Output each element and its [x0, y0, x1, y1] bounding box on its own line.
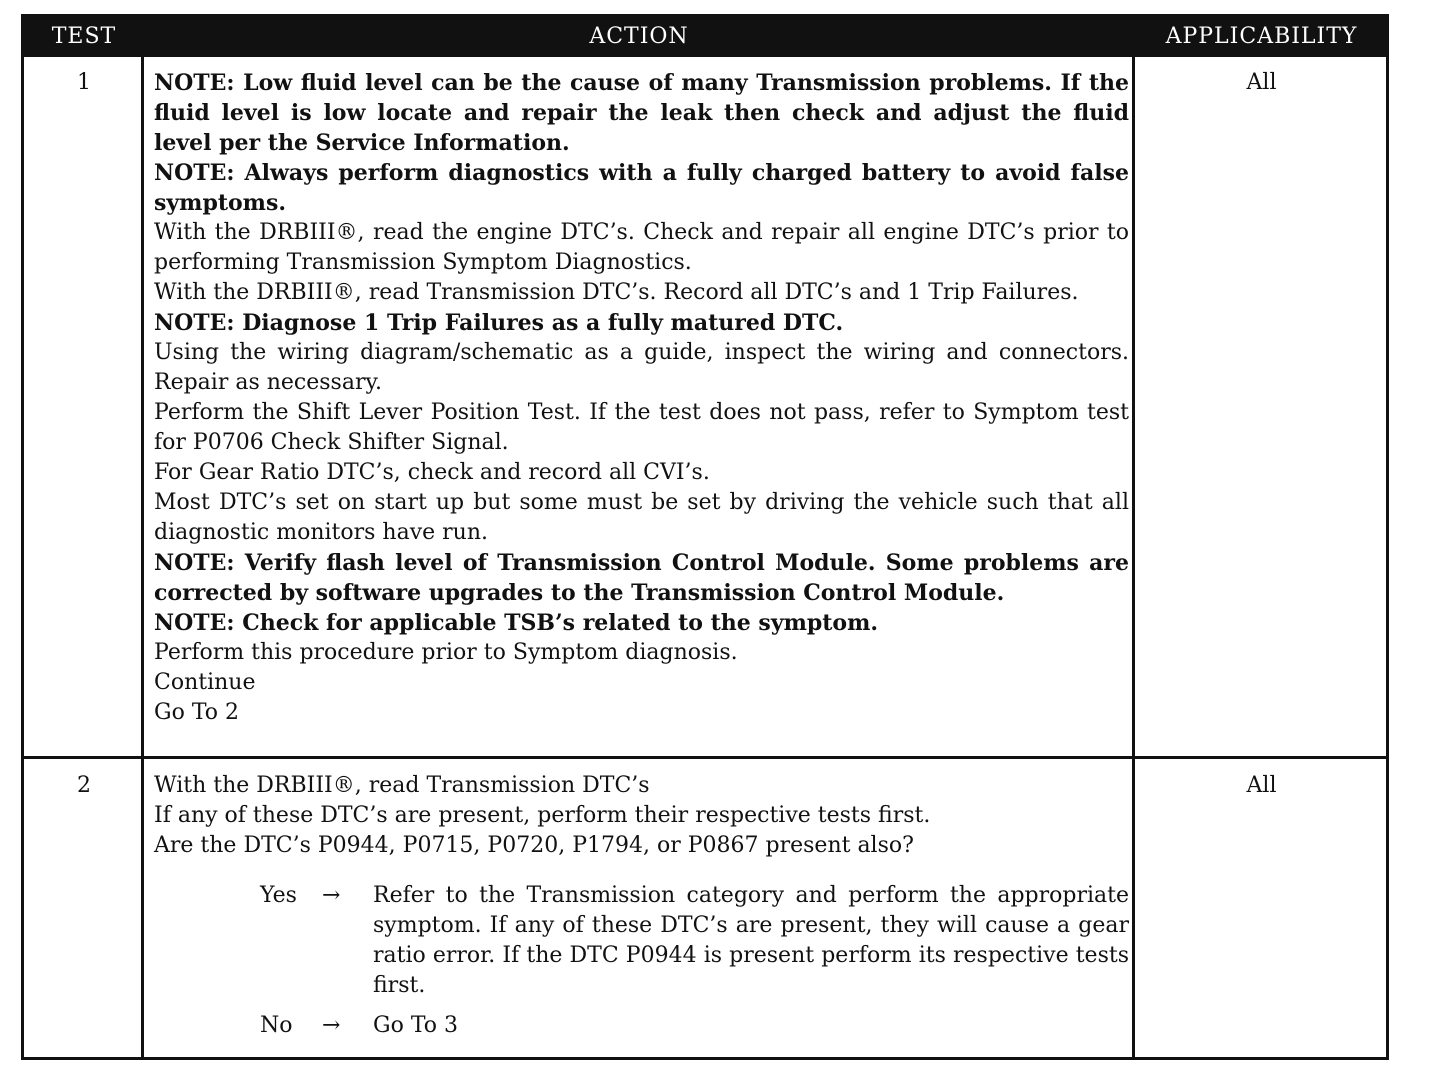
- column-divider: [1132, 57, 1135, 1057]
- action-cell: [154, 771, 1129, 1041]
- header-applicability: APPLICABILITY: [1165, 24, 1358, 49]
- test-number: 2: [77, 773, 91, 798]
- no-label: No: [260, 1013, 293, 1038]
- goto-step-link[interactable]: Go To 2: [154, 700, 240, 725]
- applicability-value: All: [1246, 773, 1277, 798]
- arrow-icon: →: [322, 1013, 341, 1038]
- instruction-text: Perform the Shift Lever Position Test. If the test does not pass, refer to Symptom test for P0706 Check Shifter Signal.: [154, 400, 1129, 455]
- note-text: NOTE: Low fluid level can be the cause of many Transmission problems. If the fluid level is low locate and repair the leak then check and adjust the fluid level per the Service Information.: [154, 70, 1129, 156]
- continue-label: Continue: [154, 670, 256, 695]
- yes-answer: [154, 881, 1129, 1001]
- note-text: NOTE: Always perform diagnostics with a fully charged battery to avoid false symptoms.: [154, 160, 1129, 216]
- instruction-text: With the DRBIII®, read Transmission DTC’s. Record all DTC’s and 1 Trip Failures.: [154, 280, 1079, 305]
- note-text: NOTE: Check for applicable TSB’s related to the symptom.: [154, 610, 879, 636]
- instruction-text: If any of these DTC’s are present, perform their respective tests first.: [154, 803, 931, 828]
- column-divider: [141, 57, 144, 1057]
- diagnostic-table: [21, 14, 1389, 1060]
- goto-step-link[interactable]: Go To 3: [373, 1013, 459, 1038]
- yes-label: Yes: [260, 883, 297, 908]
- header-test: TEST: [51, 24, 117, 49]
- no-answer: [154, 1011, 1129, 1041]
- yes-action-text: Refer to the Transmission category and perform the appropriate symptom. If any of these DTC’s are present, they will cause a gear ratio error. If the DTC P0944 is present perform its respective tests first.: [373, 883, 1129, 998]
- applicability-value: All: [1246, 70, 1277, 95]
- instruction-text: Perform this procedure prior to Symptom diagnosis.: [154, 640, 738, 665]
- note-text: NOTE: Verify flash level of Transmission Control Module. Some problems are corrected by software upgrades to the Transmission Control Module.: [154, 550, 1129, 606]
- header-action: ACTION: [589, 24, 689, 49]
- table-header: [24, 17, 1386, 57]
- test-number: 1: [77, 70, 91, 95]
- arrow-icon: →: [322, 883, 341, 908]
- action-cell: [154, 68, 1129, 728]
- question-text: Are the DTC’s P0944, P0715, P0720, P1794, or P0867 present also?: [154, 833, 914, 858]
- instruction-text: With the DRBIII®, read the engine DTC’s. Check and repair all engine DTC’s prior to performing Transmission Symptom Diagnostics.: [154, 220, 1129, 275]
- row-divider: [24, 756, 1386, 759]
- instruction-text: For Gear Ratio DTC’s, check and record all CVI’s.: [154, 460, 710, 485]
- instruction-text: Most DTC’s set on start up but some must be set by driving the vehicle such that all diagnostic monitors have run.: [154, 490, 1129, 545]
- instruction-text: Using the wiring diagram/schematic as a guide, inspect the wiring and connectors. Repair as necessary.: [154, 340, 1129, 395]
- instruction-text: With the DRBIII®, read Transmission DTC’s: [154, 773, 650, 798]
- note-text: NOTE: Diagnose 1 Trip Failures as a fully matured DTC.: [154, 310, 844, 336]
